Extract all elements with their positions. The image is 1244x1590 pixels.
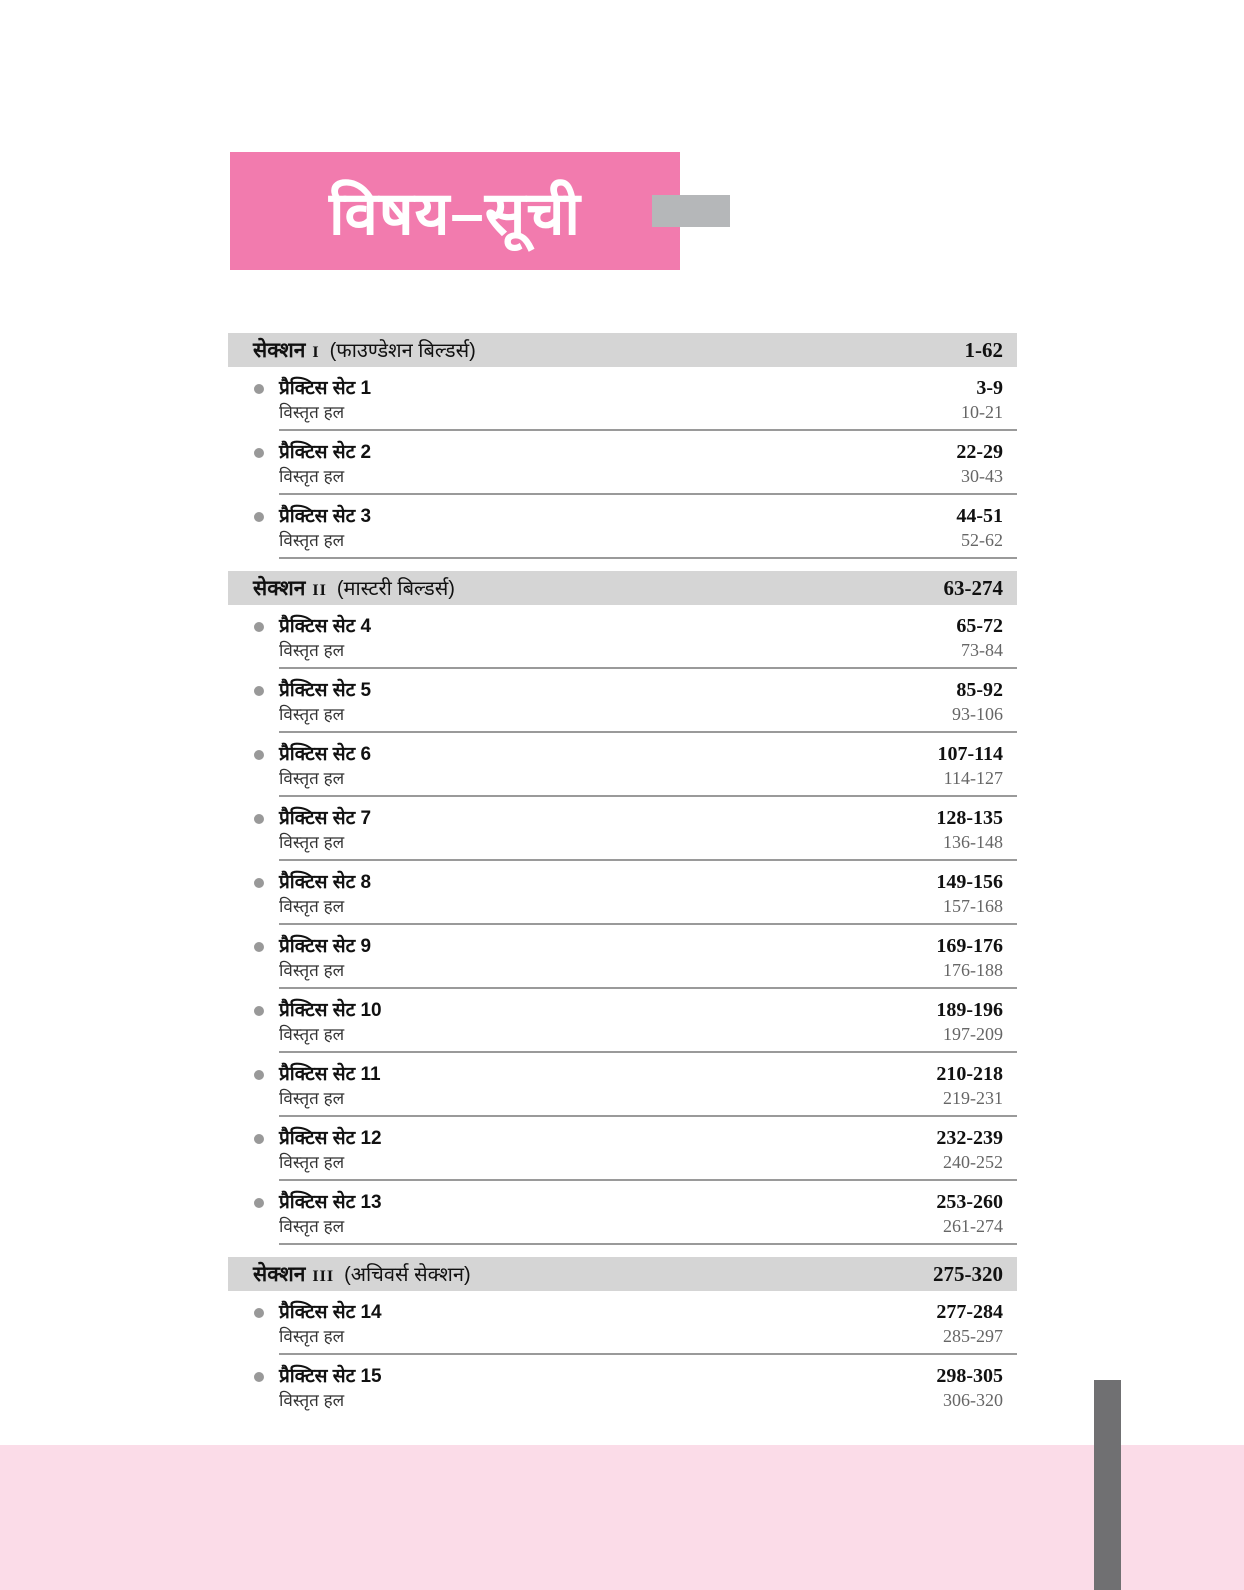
entry-sub-row — [279, 1151, 1017, 1174]
section-label — [253, 574, 944, 602]
bullet-icon — [254, 448, 264, 458]
entry-row — [279, 440, 1017, 465]
section-entries — [228, 1291, 1017, 1419]
section-numeral: I — [312, 344, 320, 361]
entry-row — [279, 678, 1017, 703]
entry-sub-row — [279, 1087, 1017, 1110]
solutions-page-range: 52-62 — [961, 530, 1003, 550]
solutions-label: विस्तृत हल — [279, 961, 345, 980]
section-numeral: II — [312, 582, 327, 599]
practice-set-title: प्रैक्टिस सेट 9 — [279, 936, 372, 957]
bullet-icon — [254, 750, 264, 760]
toc-entry — [279, 1181, 1017, 1245]
practice-set-page-range: 85-92 — [956, 679, 1003, 701]
toc — [228, 333, 1017, 1419]
bullet-icon — [254, 686, 264, 696]
section-subtitle: (फाउण्डेशन बिल्डर्स) — [329, 340, 476, 362]
bullet-icon — [254, 512, 264, 522]
solutions-page-range: 176-188 — [943, 960, 1003, 980]
solutions-page-range: 30-43 — [961, 466, 1003, 486]
practice-set-title: प्रैक्टिस सेट 1 — [279, 378, 372, 399]
toc-entry — [279, 431, 1017, 495]
toc-entry — [279, 861, 1017, 925]
toc-entry — [279, 367, 1017, 431]
practice-set-title: प्रैक्टिस सेट 6 — [279, 744, 372, 765]
section-entries — [228, 605, 1017, 1245]
page-title: विषय–सूची — [329, 180, 581, 247]
entry-row — [279, 504, 1017, 529]
practice-set-page-range: 3-9 — [976, 377, 1003, 399]
solutions-label: विस्तृत हल — [279, 1391, 345, 1410]
practice-set-title: प्रैक्टिस सेट 7 — [279, 808, 372, 829]
section-label-prefix: सेक्शन — [253, 1263, 306, 1286]
entry-sub-row — [279, 703, 1017, 726]
solutions-label: विस्तृत हल — [279, 641, 345, 660]
entry-sub-row — [279, 465, 1017, 488]
toc-entry — [279, 495, 1017, 559]
section-page-range: 1-62 — [964, 337, 1003, 362]
entry-sub-row — [279, 1215, 1017, 1238]
solutions-page-range: 261-274 — [943, 1216, 1003, 1236]
practice-set-title: प्रैक्टिस सेट 5 — [279, 680, 372, 701]
entry-sub-row — [279, 1325, 1017, 1348]
solutions-page-range: 114-127 — [943, 768, 1003, 788]
solutions-page-range: 240-252 — [943, 1152, 1003, 1172]
section-label-prefix: सेक्शन — [253, 577, 306, 600]
practice-set-title: प्रैक्टिस सेट 3 — [279, 506, 372, 527]
practice-set-page-range: 65-72 — [956, 615, 1003, 637]
section-numeral: III — [312, 1268, 335, 1285]
toc-entry — [279, 605, 1017, 669]
practice-set-title: प्रैक्टिस सेट 12 — [279, 1128, 382, 1149]
practice-set-title: प्रैक्टिस सेट 10 — [279, 1000, 382, 1021]
bullet-icon — [254, 1006, 264, 1016]
practice-set-page-range: 44-51 — [956, 505, 1003, 527]
bullet-icon — [254, 622, 264, 632]
toc-entry — [279, 989, 1017, 1053]
practice-set-title: प्रैक्टिस सेट 15 — [279, 1366, 382, 1387]
entry-sub-row — [279, 529, 1017, 552]
solutions-label: विस्तृत हल — [279, 705, 345, 724]
side-tab — [1094, 1380, 1121, 1590]
title-tab-decoration — [652, 195, 730, 227]
solutions-label: विस्तृत हल — [279, 467, 345, 486]
footer-band — [0, 1445, 1244, 1590]
bullet-icon — [254, 942, 264, 952]
practice-set-title: प्रैक्टिस सेट 2 — [279, 442, 372, 463]
practice-set-title: प्रैक्टिस सेट 14 — [279, 1302, 382, 1323]
entry-row — [279, 1300, 1017, 1325]
solutions-page-range: 157-168 — [943, 896, 1003, 916]
section-entries — [228, 367, 1017, 559]
toc-entry — [279, 1291, 1017, 1355]
section-header — [228, 571, 1017, 605]
practice-set-page-range: 22-29 — [956, 441, 1003, 463]
entry-sub-row — [279, 895, 1017, 918]
practice-set-page-range: 298-305 — [936, 1365, 1003, 1387]
toc-section — [228, 1257, 1017, 1419]
toc-entry — [279, 669, 1017, 733]
entry-row — [279, 998, 1017, 1023]
section-header — [228, 1257, 1017, 1291]
solutions-label: विस्तृत हल — [279, 1327, 345, 1346]
page-title-banner — [230, 152, 680, 270]
solutions-page-range: 136-148 — [943, 832, 1003, 852]
section-subtitle: (मास्टरी बिल्डर्स) — [336, 578, 455, 600]
solutions-label: विस्तृत हल — [279, 1025, 345, 1044]
entry-sub-row — [279, 639, 1017, 662]
practice-set-title: प्रैक्टिस सेट 11 — [279, 1064, 381, 1085]
practice-set-page-range: 149-156 — [936, 871, 1003, 893]
toc-entry — [279, 925, 1017, 989]
solutions-label: विस्तृत हल — [279, 403, 345, 422]
practice-set-page-range: 277-284 — [936, 1301, 1003, 1323]
bullet-icon — [254, 1308, 264, 1318]
entry-sub-row — [279, 1389, 1017, 1412]
toc-entry — [279, 1355, 1017, 1419]
entry-row — [279, 870, 1017, 895]
toc-entry — [279, 797, 1017, 861]
entry-row — [279, 614, 1017, 639]
toc-entry — [279, 733, 1017, 797]
practice-set-page-range: 169-176 — [936, 935, 1003, 957]
entry-row — [279, 1062, 1017, 1087]
solutions-page-range: 219-231 — [943, 1088, 1003, 1108]
solutions-label: विस्तृत हल — [279, 1153, 345, 1172]
section-subtitle: (अचिवर्स सेक्शन) — [344, 1264, 471, 1286]
solutions-page-range: 10-21 — [961, 402, 1003, 422]
practice-set-title: प्रैक्टिस सेट 13 — [279, 1192, 382, 1213]
practice-set-title: प्रैक्टिस सेट 4 — [279, 616, 372, 637]
toc-section — [228, 571, 1017, 1245]
practice-set-page-range: 232-239 — [936, 1127, 1003, 1149]
practice-set-page-range: 107-114 — [937, 743, 1003, 765]
solutions-page-range: 197-209 — [943, 1024, 1003, 1044]
entry-row — [279, 1364, 1017, 1389]
bullet-icon — [254, 1134, 264, 1144]
entry-row — [279, 1126, 1017, 1151]
solutions-label: विस्तृत हल — [279, 1089, 345, 1108]
practice-set-page-range: 189-196 — [936, 999, 1003, 1021]
practice-set-page-range: 210-218 — [936, 1063, 1003, 1085]
toc-section — [228, 333, 1017, 559]
bullet-icon — [254, 814, 264, 824]
section-label-prefix: सेक्शन — [253, 339, 306, 362]
toc-entry — [279, 1117, 1017, 1181]
entry-sub-row — [279, 959, 1017, 982]
entry-row — [279, 934, 1017, 959]
section-page-range: 275-320 — [933, 1261, 1003, 1286]
solutions-label: विस्तृत हल — [279, 769, 345, 788]
solutions-label: विस्तृत हल — [279, 531, 345, 550]
solutions-page-range: 306-320 — [943, 1390, 1003, 1410]
practice-set-page-range: 253-260 — [936, 1191, 1003, 1213]
entry-row — [279, 742, 1017, 767]
section-label — [253, 1260, 933, 1288]
toc-entry — [279, 1053, 1017, 1117]
bullet-icon — [254, 384, 264, 394]
entry-row — [279, 376, 1017, 401]
solutions-page-range: 93-106 — [952, 704, 1003, 724]
section-label — [253, 336, 965, 364]
section-page-range: 63-274 — [943, 575, 1003, 600]
bullet-icon — [254, 1070, 264, 1080]
entry-sub-row — [279, 1023, 1017, 1046]
solutions-label: विस्तृत हल — [279, 897, 345, 916]
section-header — [228, 333, 1017, 367]
entry-sub-row — [279, 767, 1017, 790]
solutions-page-range: 285-297 — [943, 1326, 1003, 1346]
entry-row — [279, 806, 1017, 831]
entry-sub-row — [279, 401, 1017, 424]
practice-set-title: प्रैक्टिस सेट 8 — [279, 872, 372, 893]
bullet-icon — [254, 1372, 264, 1382]
entry-row — [279, 1190, 1017, 1215]
solutions-page-range: 73-84 — [961, 640, 1003, 660]
entry-sub-row — [279, 831, 1017, 854]
bullet-icon — [254, 878, 264, 888]
practice-set-page-range: 128-135 — [936, 807, 1003, 829]
bullet-icon — [254, 1198, 264, 1208]
solutions-label: विस्तृत हल — [279, 833, 345, 852]
solutions-label: विस्तृत हल — [279, 1217, 345, 1236]
